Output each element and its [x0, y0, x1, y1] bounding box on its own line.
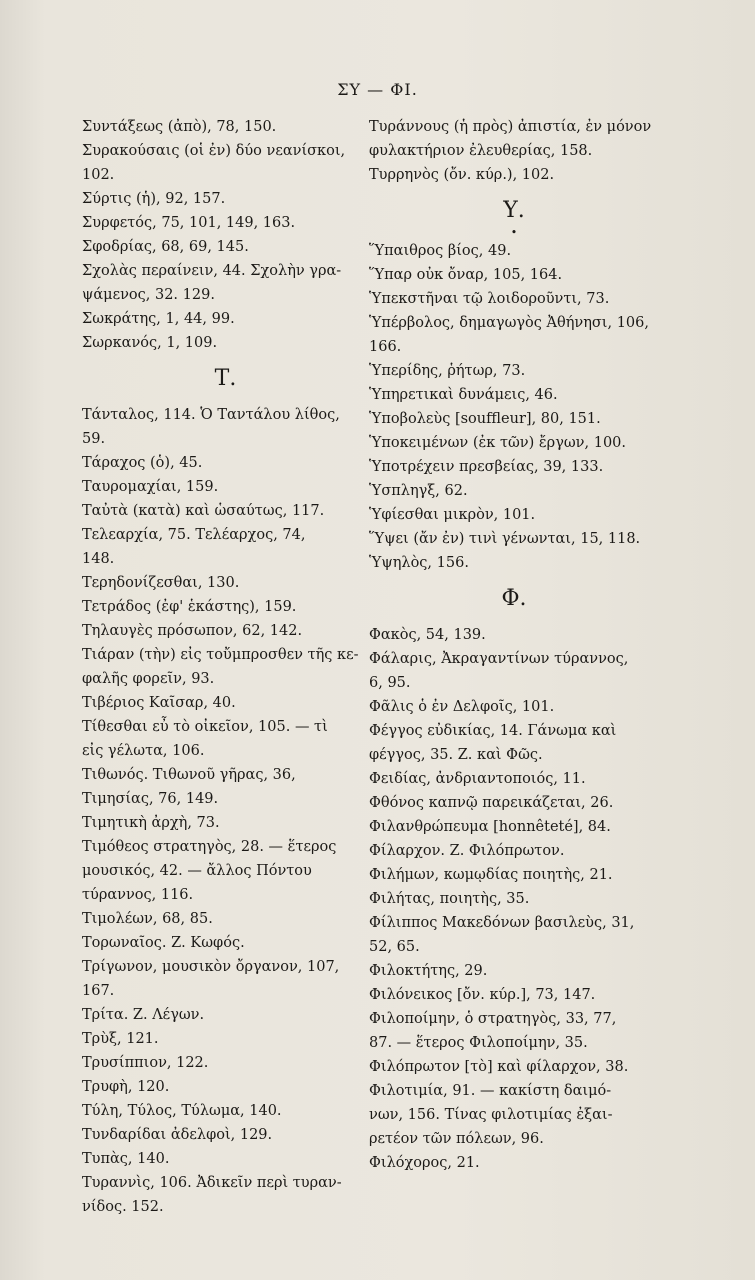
index-entry-line: Ταυρομαχίαι, 159.	[82, 479, 219, 495]
running-head: ΣΥ — ΦΙ.	[337, 80, 418, 99]
index-entry-line: Σωρκανός, 1, 109.	[82, 335, 218, 351]
section-heading: Υ.	[503, 198, 525, 223]
section-heading: Τ.	[214, 366, 237, 391]
index-entry-line: Φίλαρχον. Ζ. Φιλόπρωτον.	[369, 843, 565, 859]
index-entry-line: Φίλιππος Μακεδόνων βασιλεὺς, 31,	[369, 915, 635, 931]
index-entry-line: Ὑπεκστῆναι τῷ λοιδοροῦντι, 73.	[369, 291, 610, 307]
ornament-mark: •	[510, 226, 518, 239]
index-entry-line: Ὕπαιθρος βίος, 49.	[369, 243, 512, 259]
index-entry-line: φαλῆς φορεῖν, 93.	[82, 671, 215, 687]
index-entry-line: Τορωναῖος. Ζ. Κωφός.	[82, 935, 245, 951]
index-entry-line: Ὑσπληγξ, 62.	[369, 483, 468, 499]
index-entry-line: φέγγος, 35. Ζ. καὶ Φῶς.	[369, 747, 543, 763]
index-entry-line: Φιλοκτήτης, 29.	[369, 963, 488, 979]
index-entry-line: Συρακούσαις (οἱ ἐν) δύο νεανίσκοι,	[82, 143, 346, 159]
index-entry-line: φυλακτήριον ἐλευθερίας, 158.	[369, 143, 593, 159]
index-entry-line: Σχολὰς περαίνειν, 44. Σχολὴν γρα-	[82, 263, 342, 279]
index-entry-line: Τυνδαρίδαι ἀδελφοὶ, 129.	[82, 1127, 273, 1143]
index-entry-line: τύραννος, 116.	[82, 887, 194, 903]
index-entry-line: 52, 65.	[369, 939, 420, 955]
index-entry-line: Τρίτα. Ζ. Λέγων.	[82, 1007, 205, 1023]
index-entry-line: νίδος. 152.	[82, 1199, 164, 1215]
index-entry-line: Φέγγος εὐδικίας, 14. Γάνωμα καὶ	[369, 723, 617, 739]
index-entry-line: 166.	[369, 339, 402, 355]
index-entry-line: Ὑπέρβολος, δημαγωγὸς Ἀθήνησι, 106,	[369, 315, 649, 331]
index-entry-line: εἰς γέλωτα, 106.	[82, 743, 205, 759]
index-entry-line: Τιμολέων, 68, 85.	[82, 911, 213, 927]
index-entry-line: 148.	[82, 551, 115, 567]
index-entry-line: Φιλόπρωτον [τὸ] καὶ φίλαρχον, 38.	[369, 1059, 629, 1075]
index-entry-line: Ὑπηρετικαὶ δυνάμεις, 46.	[369, 387, 558, 403]
index-entry-line: Τύλη, Τύλος, Τύλωμα, 140.	[82, 1103, 282, 1119]
index-entry-line: Ὑψηλὸς, 156.	[369, 555, 469, 571]
index-entry-line: Τρυσίππιον, 122.	[82, 1055, 209, 1071]
index-entry-line: μουσικός, 42. — ἄλλος Πόντου	[82, 863, 312, 879]
index-entry-line: Τάνταλος, 114. Ὁ Ταντάλου λίθος,	[82, 407, 340, 423]
index-column-left	[82, 115, 369, 1219]
index-entry-line: Τυρρηνὸς (ὄν. κύρ.), 102.	[369, 167, 555, 183]
index-entry-line: Φιλήτας, ποιητὴς, 35.	[369, 891, 530, 907]
index-entry-line: ρετέον τῶν πόλεων, 96.	[369, 1131, 544, 1147]
index-entry-line: 102.	[82, 167, 115, 183]
index-entry-line: Φιλόχορος, 21.	[369, 1155, 480, 1171]
index-entry-line: Τηλαυγὲς πρόσωπον, 62, 142.	[82, 623, 303, 639]
index-entry-line: ψάμενος, 32. 129.	[82, 287, 215, 303]
index-entry-line: 87. — ἕτερος Φιλοποίμην, 35.	[369, 1035, 588, 1051]
section-heading: Φ.	[501, 586, 527, 611]
index-entry-line: Συντάξεως (ἀπὸ), 78, 150.	[82, 119, 277, 135]
index-entry-line: Σφοδρίας, 68, 69, 145.	[82, 239, 249, 255]
index-entry-line: Ὕψει (ἄν ἐν) τινὶ γένωνται, 15, 118.	[369, 531, 641, 547]
index-entry-line: Φιλανθρώπευμα [honnêteté], 84.	[369, 819, 611, 835]
index-entry-line: Τερηδονίζεσθαι, 130.	[82, 575, 240, 591]
index-entry-line: Ὑπερίδης, ῥήτωρ, 73.	[369, 363, 526, 379]
index-entry-line: Ὕπαρ οὐκ ὄναρ, 105, 164.	[369, 267, 563, 283]
index-entry-line: Τίθεσθαι εὖ τὸ οἰκεῖον, 105. — τὶ	[82, 719, 328, 735]
index-entry-line: Ταὐτὰ (κατὰ) καὶ ὡσαύτως, 117.	[82, 503, 325, 519]
index-column-right	[369, 115, 659, 1175]
index-entry-line: Φθόνος καπνῷ παρεικάζεται, 26.	[369, 795, 614, 811]
index-entry-line: Φάλαρις, Ἀκραγαντίνων τύραννος,	[369, 651, 629, 667]
index-entry-line: 6, 95.	[369, 675, 411, 691]
index-entry-line: Φᾶλις ὁ ἐν Δελφοῖς, 101.	[369, 699, 555, 715]
index-entry-line: Σωκράτης, 1, 44, 99.	[82, 311, 235, 327]
index-entry-line: Φιλήμων, κωμῳδίας ποιητὴς, 21.	[369, 867, 613, 883]
index-entry-line: Σύρτις (ἡ), 92, 157.	[82, 191, 226, 207]
index-entry-line: Ὑποτρέχειν πρεσβείας, 39, 133.	[369, 459, 604, 475]
index-entry-line: Τρὺξ, 121.	[82, 1031, 159, 1047]
index-entry-line: Ὑποβολεὺς [souffleur], 80, 151.	[369, 411, 601, 427]
index-entry-line: Τρίγωνον, μουσικὸν ὄργανον, 107, 167.	[82, 959, 340, 999]
index-entry-line: Τιμησίας, 76, 149.	[82, 791, 219, 807]
index-entry-line: Τιθωνός. Τιθωνοῦ γῆρας, 36,	[82, 767, 296, 783]
index-entry-line: Φιλόνεικος [ὄν. κύρ.], 73, 147.	[369, 987, 596, 1003]
index-entry-line: Τυράννους (ἡ πρὸς) ἀπιστία, ἐν μόνον	[369, 119, 652, 135]
index-entry-line: νων, 156. Τίνας φιλοτιμίας ἐξαι-	[369, 1107, 613, 1123]
index-entry-line: Τυραννὶς, 106. Ἀδικεῖν περὶ τυραν-	[82, 1175, 342, 1191]
index-entry-line: Ὑποκειμένων (ἐκ τῶν) ἔργων, 100.	[369, 435, 626, 451]
index-entry-line: Συρφετός, 75, 101, 149, 163.	[82, 215, 296, 231]
index-entry-line: 59.	[82, 431, 106, 447]
index-entry-line: Φιλοποίμην, ὁ στρατηγὸς, 33, 77,	[369, 1011, 617, 1027]
index-entry-line: Τιμητικὴ ἀρχὴ, 73.	[82, 815, 220, 831]
index-entry-line: Φακὸς, 54, 139.	[369, 627, 486, 643]
index-entry-line: Φιλοτιμία, 91. — κακίστη δαιμό-	[369, 1083, 612, 1099]
index-entry-line: Τιάραν (τὴν) εἰς τοὔμπροσθεν τῆς κε-	[82, 647, 359, 663]
index-entry-line: Τιβέριος Καῖσαρ, 40.	[82, 695, 236, 711]
index-entry-line: Τιμόθεος στρατηγὸς, 28. — ἕτερος	[82, 839, 337, 855]
index-entry-line: Φειδίας, ἀνδριαντοποιός, 11.	[369, 771, 586, 787]
index-entry-line: Τάραχος (ὁ), 45.	[82, 455, 203, 471]
index-entry-line: Τετράδος (ἐφ' ἑκάστης), 159.	[82, 599, 297, 615]
index-entry-line: Ὑφίεσθαι μικρὸν, 101.	[369, 507, 536, 523]
index-entry-line: Τελεαρχία, 75. Τελέαρχος, 74,	[82, 527, 306, 543]
index-entry-line: Τυπὰς, 140.	[82, 1151, 170, 1167]
index-entry-line: Τρυφὴ, 120.	[82, 1079, 170, 1095]
